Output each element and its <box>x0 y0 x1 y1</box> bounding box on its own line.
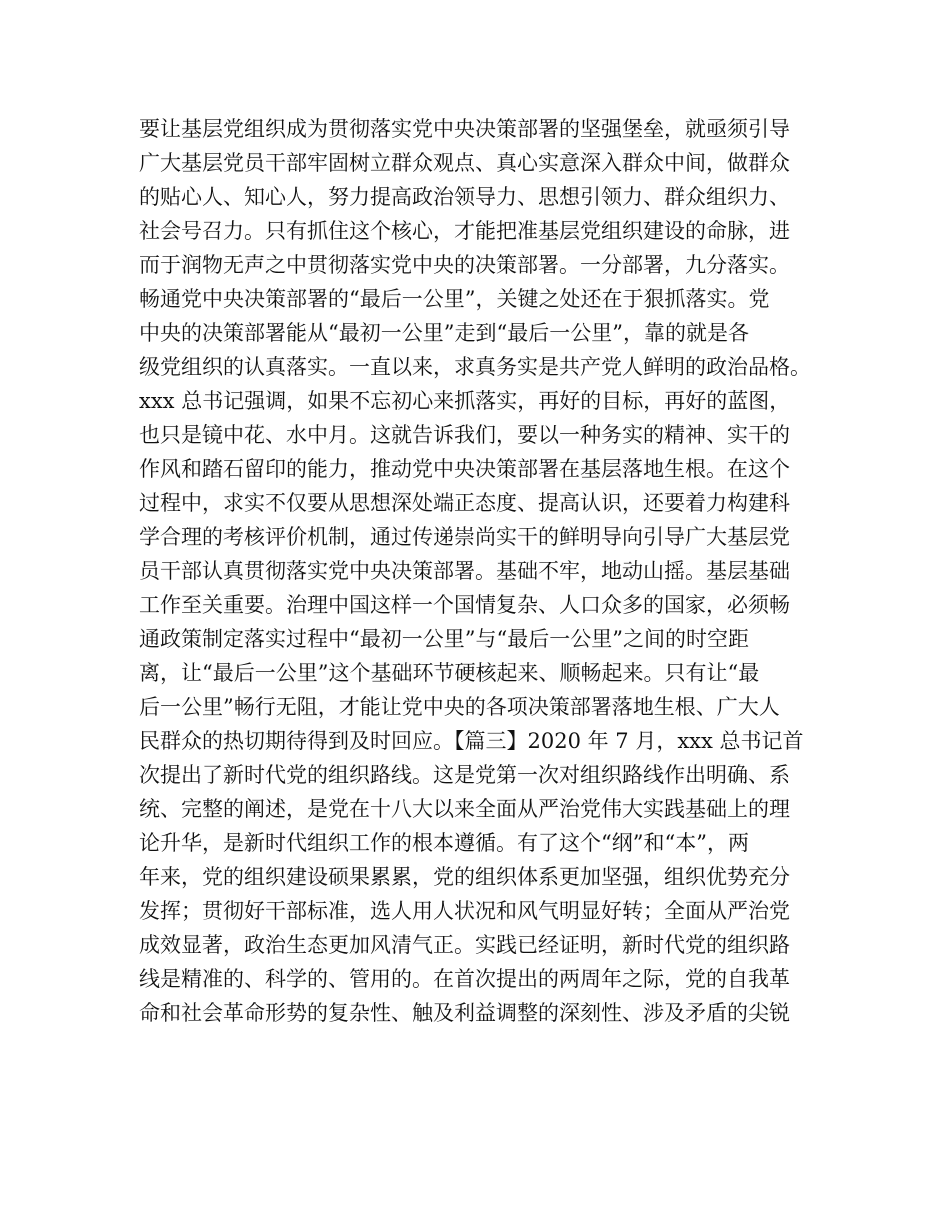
text-line: 广大基层党员干部牢固树立群众观点、真心实意深入群众中间，做群众 <box>139 151 790 175</box>
text-line: 的贴心人、知心人，努力提高政治领导力、思想引领力、群众组织力、 <box>139 185 790 209</box>
body-text <box>139 112 829 1030</box>
text-line: 线是精准的、科学的、管用的。在首次提出的两周年之际，党的自我革 <box>139 967 790 991</box>
text-line: 民群众的热切期待得到及时回应。【篇三】2020 年 7 月，xxx 总书记首 <box>139 729 804 753</box>
text-line: 过程中，求实不仅要从思想深处端正态度、提高认识，还要着力构建科 <box>139 491 790 515</box>
text-line: 也只是镜中花、水中月。这就告诉我们，要以一种务实的精神、实干的 <box>139 423 790 447</box>
text-line: 后一公里”畅行无阻，才能让党中央的各项决策部署落地生根、广大人 <box>139 695 780 719</box>
text-line: 工作至关重要。治理中国这样一个国情复杂、人口众多的国家，必须畅 <box>139 593 790 617</box>
text-line: 离，让“最后一公里”这个基础环节硬核起来、顺畅起来。只有让“最 <box>139 661 760 685</box>
text-line: 统、完整的阐述，是党在十八大以来全面从严治党伟大实践基础上的理 <box>139 797 790 821</box>
text-line: 级党组织的认真落实。一直以来，求真务实是共产党人鲜明的政治品格。 <box>139 355 811 379</box>
text-line: 通政策制定落实过程中“最初一公里”与“最后一公里”之间的时空距 <box>139 627 749 651</box>
text-line: 次提出了新时代党的组织路线。这是党第一次对组织路线作出明确、系 <box>139 763 790 787</box>
text-line: 发挥；贯彻好干部标准，选人用人状况和风气明显好转；全面从严治党 <box>139 899 790 923</box>
text-line: 要让基层党组织成为贯彻落实党中央决策部署的坚强堡垒，就亟须引导 <box>139 117 790 141</box>
text-line: 中央的决策部署能从“最初一公里”走到“最后一公里”，靠的就是各 <box>139 321 749 345</box>
text-line: 作风和踏石留印的能力，推动党中央决策部署在基层落地生根。在这个 <box>139 457 790 481</box>
text-line: xxx 总书记强调，如果不忘初心来抓落实，再好的目标，再好的蓝图， <box>139 389 791 413</box>
text-line: 员干部认真贯彻落实党中央决策部署。基础不牢，地动山摇。基层基础 <box>139 559 790 583</box>
text-line: 命和社会革命形势的复杂性、触及利益调整的深刻性、涉及矛盾的尖锐 <box>139 1001 790 1025</box>
text-line: 年来，党的组织建设硕果累累，党的组织体系更加坚强，组织优势充分 <box>139 865 790 889</box>
text-line: 学合理的考核评价机制，通过传递崇尚实干的鲜明导向引导广大基层党 <box>139 525 790 549</box>
text-line: 而于润物无声之中贯彻落实党中央的决策部署。一分部署，九分落实。 <box>139 253 790 277</box>
text-line: 畅通党中央决策部署的“最后一公里”，关键之处还在于狠抓落实。党 <box>139 287 770 311</box>
text-line: 成效显著，政治生态更加风清气正。实践已经证明，新时代党的组织路 <box>139 933 790 957</box>
text-line: 论升华，是新时代组织工作的根本遵循。有了这个“纲”和“本”，两 <box>139 831 749 855</box>
text-line: 社会号召力。只有抓住这个核心，才能把准基层党组织建设的命脉，进 <box>139 219 790 243</box>
